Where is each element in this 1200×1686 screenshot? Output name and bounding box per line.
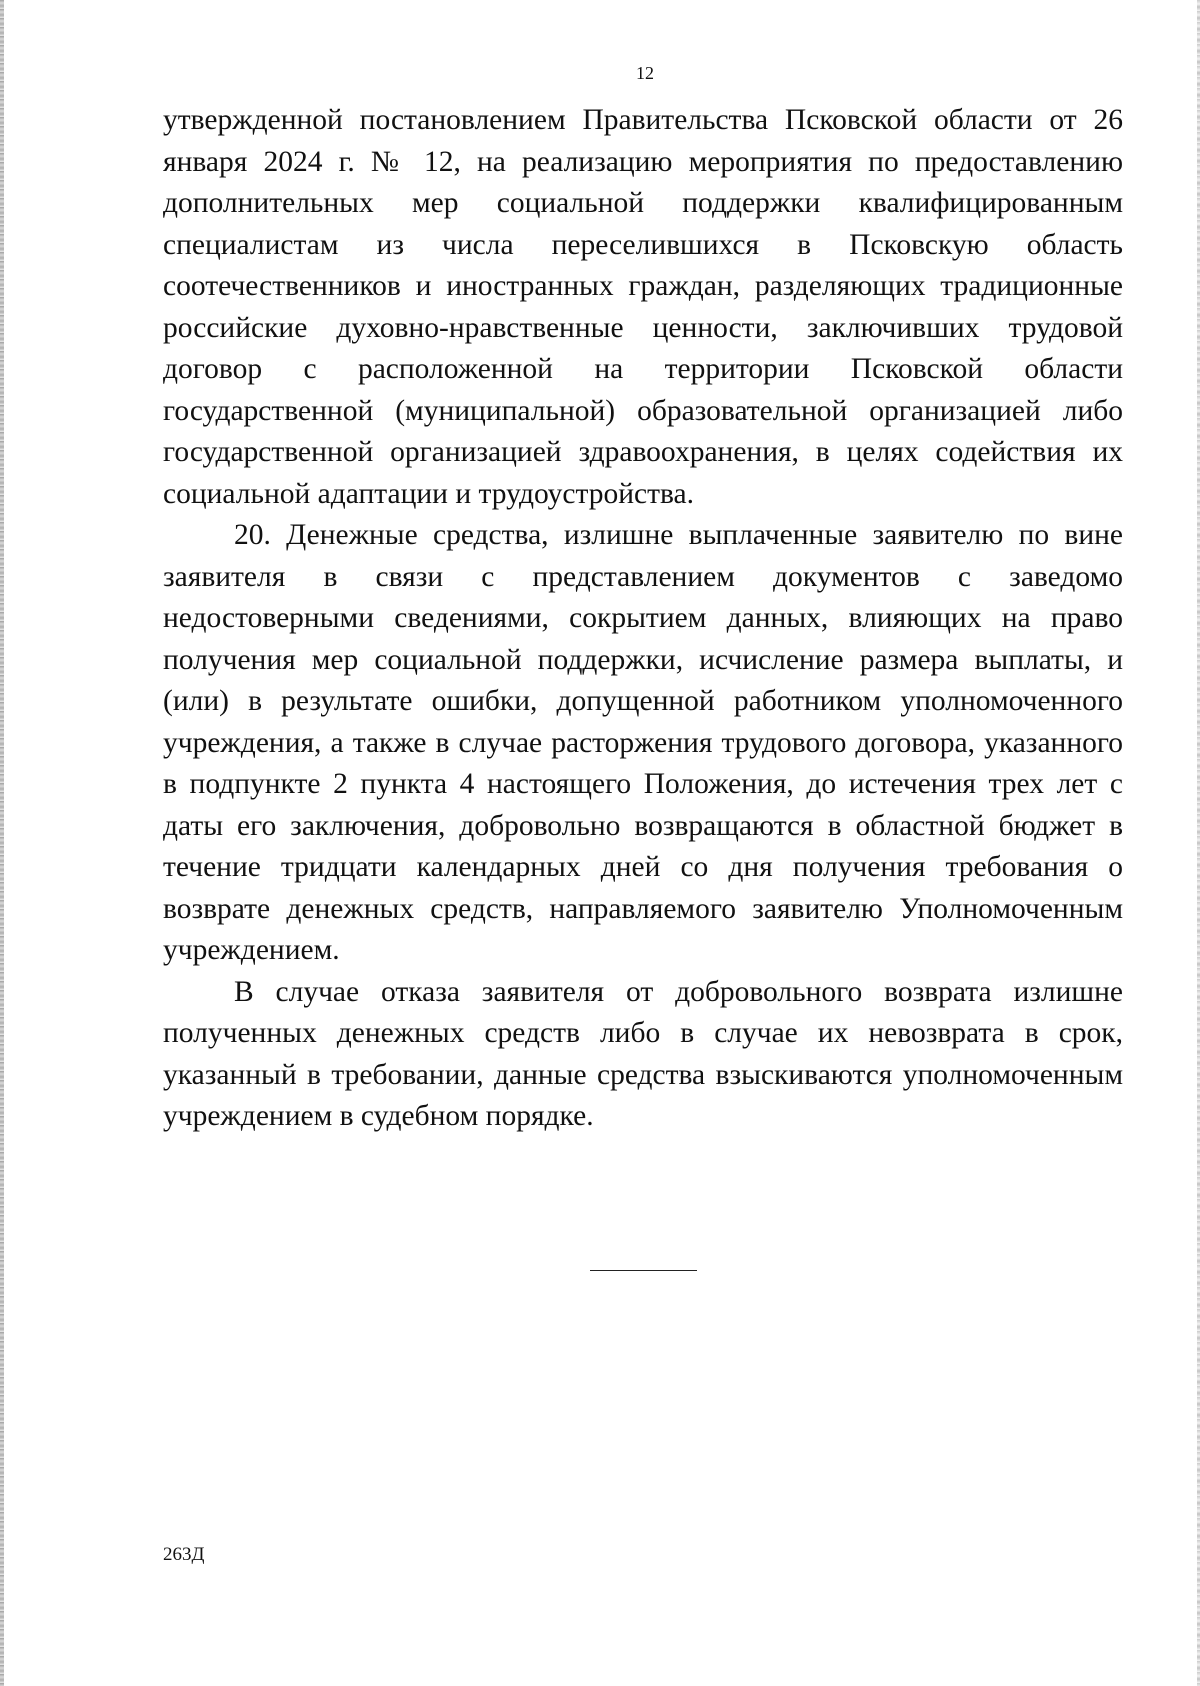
document-body xyxy=(163,100,1123,1138)
page-number: 12 xyxy=(636,63,654,83)
scan-edge-left xyxy=(0,0,4,1686)
end-of-text-rule xyxy=(590,1270,697,1271)
paragraph-refusal: В случае отказа заявителя от добровольного возврата излишне полученных денежных средств либо в случае их невозврата в срок, указанный в требовании, данные средства взыскиваются уполномоченным учреждением в судебном порядке. xyxy=(163,975,1123,1132)
document-code: 263Д xyxy=(163,1544,205,1565)
paragraph-continuation: утвержденной постановлением Правительства Псковской области от 26 января 2024 г. № 12, на реализацию мероприятия по предоставлению дополнительных мер социальной поддержки квалифицированным специалистам из числа переселившихся в Псковскую область соотечественников и иностранных граждан, разделяющих традиционные российские духовно-нравственные ценности, заключивших трудовой договор с расположенной на территории Псковской области государственной (муниципальной) образовательной организацией либо государственной организацией здравоохранения, в целях содействия их социальной адаптации и трудоустройства. xyxy=(163,104,1123,510)
paragraph-item-20: 20. Денежные средства, излишне выплаченные заявителю по вине заявителя в связи с представлением документов с заведомо недостоверными сведениями, сокрытием данных, влияющих на право получения мер социальной поддержки, исчисление размера выплаты, и (или) в результате ошибки, допущенной работником уполномоченного учреждения, а также в случае расторжения трудового договора, указанного в подпункте 2 пункта 4 настоящего Положения, до истечения трех лет с даты его заключения, добровольно возвращаются в областной бюджет в течение тридцати календарных дней со дня получения требования о возврате денежных средств, направляемого заявителю Уполномоченным учреждением. xyxy=(163,519,1123,966)
